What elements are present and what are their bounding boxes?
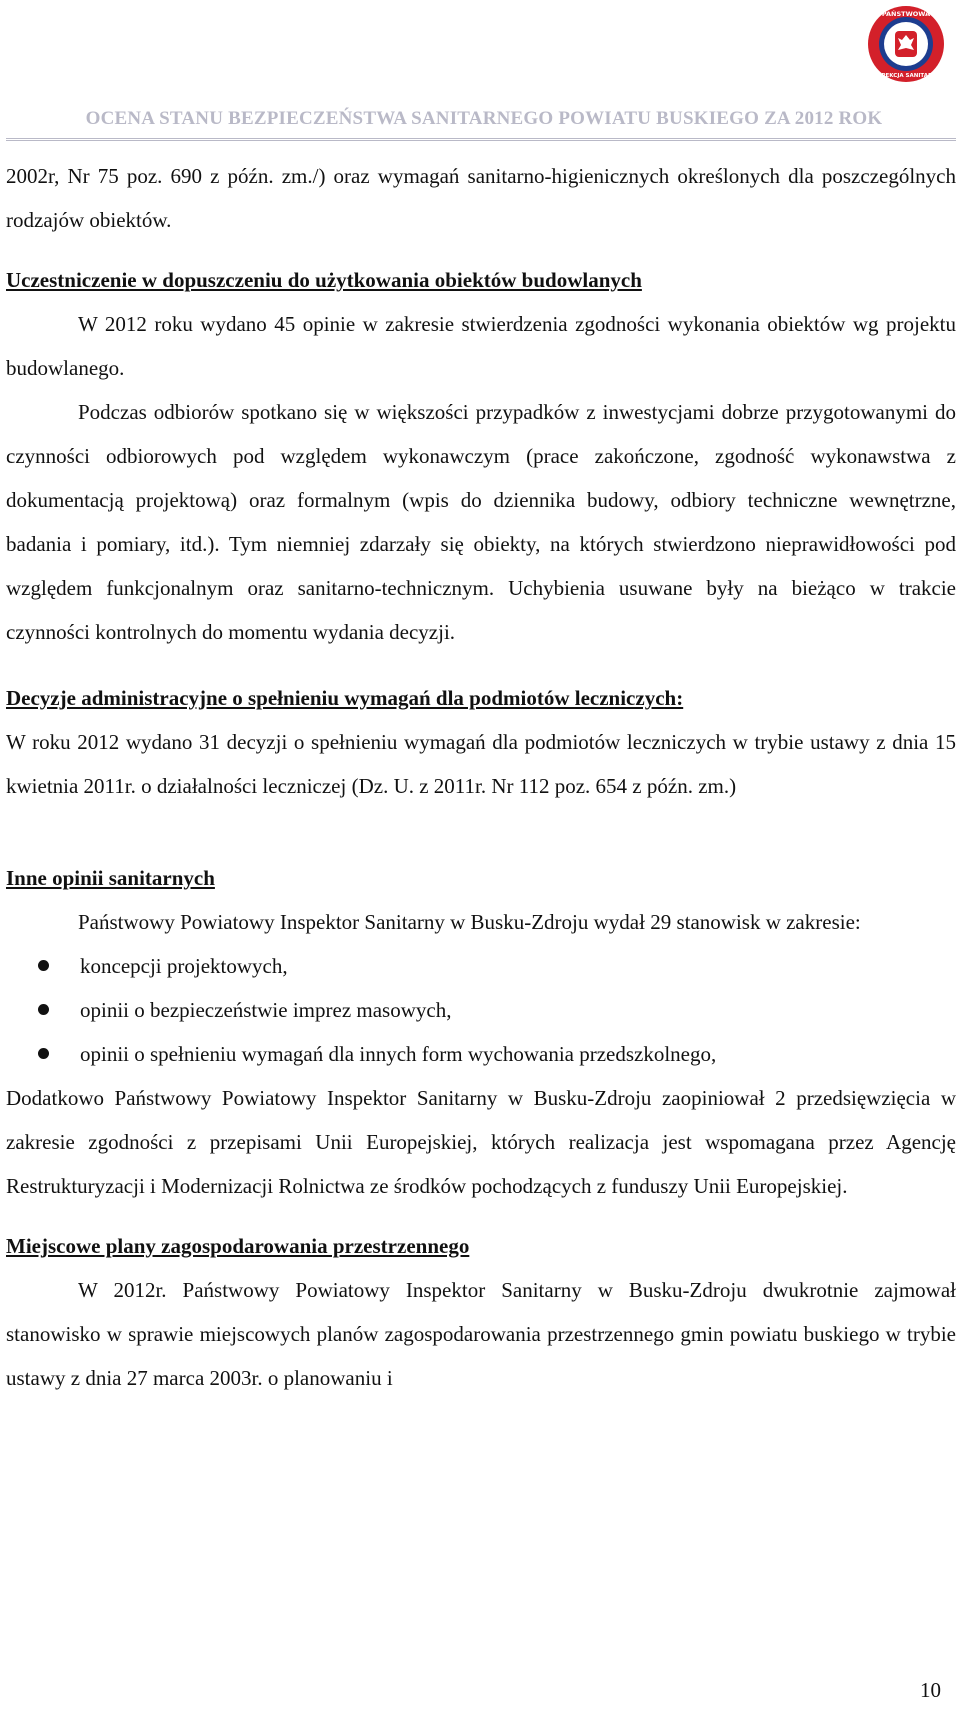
list-item: koncepcji projektowych,	[6, 944, 956, 988]
document-header-title: OCENA STANU BEZPIECZEŃSTWA SANITARNEGO POWIATU BUSKIEGO ZA 2012 ROK	[85, 108, 883, 129]
list-item: opinii o spełnieniu wymagań dla innych form wychowania przedszkolnego,	[6, 1032, 956, 1076]
section-heading-decyzje: Decyzje administracyjne o spełnieniu wymagań dla podmiotów leczniczych:	[6, 686, 684, 710]
page-header	[0, 0, 960, 150]
list-item: opinii o bezpieczeństwie imprez masowych,	[6, 988, 956, 1032]
bullet-icon	[38, 1004, 49, 1015]
document-body	[6, 154, 956, 1400]
header-divider	[6, 138, 956, 141]
section1-paragraph-odbiory: Podczas odbiorów spotkano się w większości przypadków z inwestycjami dobrze przygotowanymi do czynności odbiorowych pod względem wykonawczym (prace zakończone, zgodność wykonawstwa z dokumentacją projektową) oraz formalnym (wpis do dziennika budowy, odbiory techniczne wewnętrzne, badania i pomiary, itd.). Tym niemniej zdarzały się obiekty, na których stwierdzono nieprawidłowości pod względem funkcjonalnym oraz sanitarno-technicznym. Uchybienia usuwane były na bieżąco w trakcie czynności kontrolnych do momentu wydania decyzji.	[6, 400, 956, 644]
panstwowa-inspekcja-sanitarna-logo	[866, 4, 946, 84]
section3-paragraph-dodatkowo: Dodatkowo Państwowy Powiatowy Inspektor Sanitarny w Busku-Zdroju zaopiniował 2 przedsięwzięcia w zakresie zgodności z przepisami Unii Europejskiej, których realizacja jest wspomagana przez Agencję Restrukturyzacji i Modernizacji Rolnictwa ze środków pochodzących z funduszy Unii Europejskiej.	[6, 1086, 956, 1198]
logo-text-top: PAŃSTWOWA	[881, 10, 931, 18]
section-heading-plany: Miejscowe plany zagospodarowania przestrzennego	[6, 1234, 470, 1258]
page-number: 10	[920, 1678, 941, 1702]
section2-paragraph: W roku 2012 wydano 31 decyzji o spełnieniu wymagań dla podmiotów leczniczych w trybie ustawy z dnia 15 kwietnia 2011r. o działalności leczniczej (Dz. U. z 2011r. Nr 112 poz. 654 z późn. zm.)	[6, 730, 956, 798]
opinion-list	[6, 944, 956, 1076]
section3-paragraph: Państwowy Powiatowy Inspektor Sanitarny w Busku-Zdroju wydał 29 stanowisk w zakresie:	[78, 910, 861, 934]
logo-text-bottom: INSPEKCJA SANITARNA	[870, 73, 942, 79]
bullet-icon	[38, 960, 49, 971]
section-heading-inne-opinie: Inne opinii sanitarnych	[6, 866, 215, 890]
section4-paragraph: W 2012r. Państwowy Powiatowy Inspektor Sanitarny w Busku-Zdroju dwukrotnie zajmował stanowisko w sprawie miejscowych planów zagospodarowania przestrzennego gmin powiatu buskiego w trybie ustawy z dnia 27 marca 2003r. o planowaniu i	[6, 1278, 956, 1390]
section-heading-budowlane: Uczestniczenie w dopuszczeniu do użytkowania obiektów budowlanych	[6, 268, 642, 292]
bullet-icon	[38, 1048, 49, 1059]
intro-paragraph: 2002r, Nr 75 poz. 690 z późn. zm./) oraz wymagań sanitarno-higienicznych określonych dla poszczególnych rodzajów obiektów.	[6, 164, 956, 232]
section1-paragraph-opinie: W 2012 roku wydano 45 opinie w zakresie stwierdzenia zgodności wykonania obiektów wg projektu budowlanego.	[6, 312, 956, 380]
